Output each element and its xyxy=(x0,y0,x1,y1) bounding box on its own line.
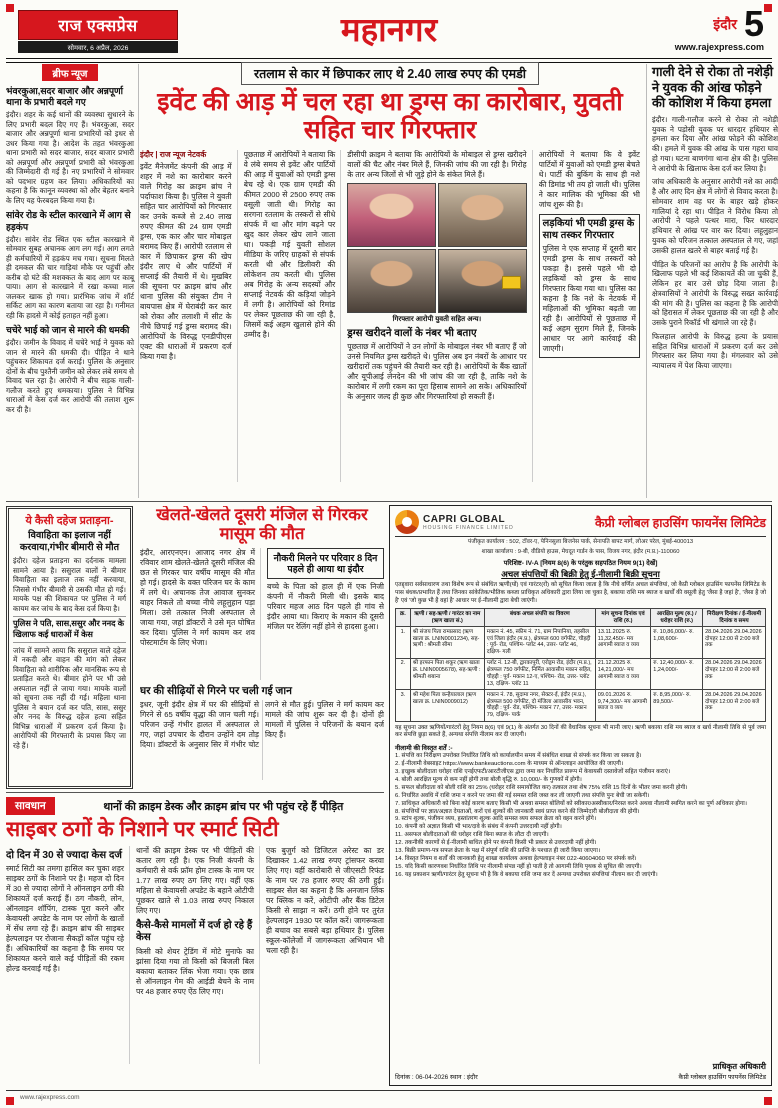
notice-term: 15. यदि किसी कारणवश निर्धारित तिथि पर नीलामी संपन्न नहीं हो पाती है तो आगामी तिथि पृथक से सूचित की जाएगी। xyxy=(395,863,642,870)
newspaper-logo xyxy=(18,10,178,53)
brief-item xyxy=(6,325,134,414)
photo-caption: गिरफ्तार आरोपी युवती सहित अन्य। xyxy=(392,316,482,324)
dowry-inset-subhead: पुलिस ने पति, सास,ससुर और ननद के खिलाफ कई धाराओं में केस xyxy=(13,616,126,643)
table-header-cell: बंधक अचल संपत्ति का विवरण xyxy=(484,609,595,627)
notice-term: 5. सफल बोलीदाता को बोली राशि का 25% (धरोहर राशि समायोजित कर) तत्काल तथा शेष 75% राशि 15 दिनों के भीतर जमा करनी होगी। xyxy=(395,784,688,791)
authorized-officer-label: प्राधिकृत अधिकारी xyxy=(712,1062,766,1071)
corner-mark xyxy=(764,1097,772,1105)
notice-term: 13. बिक्री प्रमाण-पत्र सफल क्रेता के पक्ष में संपूर्ण राशि की प्राप्ति के पश्चात ही जारी किया जाएगा। xyxy=(395,848,601,855)
lead-column-2 xyxy=(244,150,342,482)
story-column-2 xyxy=(136,846,260,1064)
table-header-cell: ऋणी / सह-ऋणी / गारंटर का नाम (ऋण खाता सं.) xyxy=(410,609,484,627)
masthead xyxy=(0,2,778,58)
table-cell: श्री इरफान पिता शकूर (ऋण खाता क्र. LNIN0005678), सह-ऋणी : श्रीमती शबाना xyxy=(410,658,484,690)
table-cell: 28.04.2026 29.04.2026 दोपहर 12:00 से 2:00 बजे तक xyxy=(703,658,766,690)
table-header-cell: क्र. xyxy=(396,609,411,627)
lead-column-3 xyxy=(347,150,532,482)
story-column-3 xyxy=(266,846,384,1064)
lead-kicker-row xyxy=(140,62,640,85)
lead-story xyxy=(140,62,640,499)
notice-term: 14. विस्तृत नियम व शर्तों की जानकारी हेतु शाखा कार्यालय अथवा हेल्पलाइन नंबर 022-40604060 पर संपर्क करें। xyxy=(395,856,637,862)
brief-news-header: ब्रीफ न्यूज xyxy=(42,64,99,81)
section-divider xyxy=(6,501,772,502)
capri-global-wordmark xyxy=(423,514,514,531)
suspect-photo-3 xyxy=(347,249,436,313)
dowry-story-box xyxy=(6,506,133,789)
edition-date: सोमवार, 6 अप्रैल, 2026 xyxy=(18,41,178,53)
terms-title: नीलामी की विस्तृत शर्तें :- xyxy=(395,745,453,753)
statutory-note: यह सूचना उक्त ऋणियों/गारंटरों हेतु नियम 8(6) एवं 9(1) के अंतर्गत 30 दिनों की वैधानिक सूचना भी मानी जाए। ऋणी बकाया राशि मय ब्याज व खर्च नीलामी तिथि से पूर्व जमा कर संपत्ति छुड़ा सकते हैं, अन्यथा संपत्ति नीलाम कर दी जाएगी। xyxy=(395,724,766,739)
brief-item-body: इंदौर। सांवेर रोड स्थित एक स्टील कारखाने में सोमवार सुबह अचानक आग लग गई। आग लगते ही कर्मचारियों में हड़कंप मच गया। सूचना मिलते ही दमकल की चार गाड़ियां मौके पर पहुंचीं और करीब दो घंटे की मशक्कत के बाद आग पर काबू पाया। आग से कारखाने में रखा कच्चा माल जलकर खाक हो गया। प्रारंभिक जांच में शॉर्ट सर्किट आग का कारण बताया जा रहा है। गनीमत रही कि हादसे में कोई हताहत नहीं हुआ। xyxy=(6,234,134,320)
table-header-row xyxy=(396,609,766,627)
table-row xyxy=(396,690,766,722)
dowry-body: जांच में सामने आया कि ससुराल वाले दहेज में नकदी और वाहन की मांग को लेकर विवाहिता को शारीरिक और मानसिक रूप से प्रताड़ित करते थे। बीमार होने पर भी उसे अस्पताल नहीं ले जाया गया। मायके वालों को सूचना तक नहीं दी गई। महिला थाना पुलिस ने बयान दर्ज कर पति, सास, ससुर और ननद के विरुद्ध दहेज हत्या सहित विभिन्न धाराओं में प्रकरण दर्ज किया है। आरोपियों की गिरफ्तारी के प्रयास किए जा रहे हैं। xyxy=(13,645,126,750)
story-body: फिलहाल आरोपी के विरुद्ध हत्या के प्रयास सहित विभिन्न धाराओं में प्रकरण दर्ज कर उसे गिरफ्तार कर लिया गया है। मंगलवार को उसे न्यायालय में पेश किया जाएगा। xyxy=(652,331,778,371)
lead-body: पूछताछ में आरोपियों ने बताया कि वे लंबे समय से इवेंट और पार्टियों की आड़ में युवाओं को एमडी ड्रग्स बेच रहे थे। एक ग्राम एमडी की कीमत 2000 से 2500 रुपए तक वसूली जाती थी। गिरोह का सरगना रतलाम के तस्करों से सीधे संपर्क में था और मांग बढ़ने पर खुद कार लेकर खेप लाने जाता था। पकड़ी गई युवती सोशल मीडिया के जरिए ग्राहकों से संपर्क करती थी और डिलीवरी की लोकेशन तय करती थी। पुलिस अब गिरोह के अन्य सदस्यों और सप्लाई नेटवर्क की कड़ियां जोड़ने में लगी है। आरोपियों को रिमांड पर लेकर पूछताछ की जा रही है, जिसमें कई अहम खुलासे होने की उम्मीद है। xyxy=(243,150,336,340)
table-cell: प्लॉट नं. 12-बी, द्वारकापुरी, एरोड्रम रोड, इंदौर (म.प्र.), क्षेत्रफल 750 वर्गफीट, निर्मित आवासीय मकान सहित, चौहद्दी : पूर्व- मकान 12-ए, पश्चिम- रोड, उत्तर- प्लॉट 13, दक्षिण- प्लॉट 11 xyxy=(484,658,595,690)
substory-title: लड़कियां भी एमडी ड्रग्स के साथ तस्कर गिरफ्तार xyxy=(542,218,635,241)
story-inset-box xyxy=(267,548,384,579)
lead-body: आरोपियों ने बताया कि वे इवेंट पार्टियों में युवाओं को एमडी ड्रग्स बेचते थे। पार्टी की बुकिंग के साथ ही नशे की डिमांड भी तय हो जाती थी। पुलिस ने कार मालिक की भूमिका की भी जांच शुरू की है। xyxy=(538,150,640,210)
table-cell: 28.04.2026 29.04.2026 दोपहर 12:00 से 2:00 बजे तक xyxy=(703,690,766,722)
table-cell: 1. xyxy=(396,627,411,659)
notice-header xyxy=(395,510,766,537)
table-cell: श्री संजय पिता रामप्रसाद (ऋण खाता क्र. LNIN0001234), सह-ऋणी : श्रीमती सीमा xyxy=(410,627,484,659)
brief-news-column xyxy=(6,64,139,498)
section-title: महानगर xyxy=(340,11,438,48)
notice-term: 3. इच्छुक बोलीदाता धरोहर राशि एनईएफटी/आरटीजीएस द्वारा जमा कर निर्धारित प्रारूप में केवायसी दस्तावेजों सहित पंजीयन कराएं। xyxy=(395,769,671,776)
brand-name-en: CAPRI GLOBAL xyxy=(423,513,506,525)
lead-column-4 xyxy=(539,150,640,482)
story-headline: खेलते-खेलते दूसरी मंजिल से गिरकर मासूम की मौत xyxy=(156,506,368,543)
inset-box-title: नौकरी मिलने पर परिवार 8 दिन पहले ही आया था इंदौर xyxy=(273,551,378,575)
notice-term: 1. संपत्ति का निरीक्षण उपरोक्त निर्धारित तिथि को कार्यालयीन समय में संबंधित शाखा से संपर्क कर किया जा सकता है। xyxy=(395,753,642,760)
notice-term: 11. असफल बोलीदाताओं की धरोहर राशि बिना ब्याज के लौटा दी जाएगी। xyxy=(395,832,549,839)
notice-signoff xyxy=(395,1058,766,1081)
story-body: एक बुजुर्ग को डिजिटल अरेस्ट का डर दिखाकर 1.42 लाख रुपए ट्रांसफर करवा लिए गए। वहीं कारोबारी से जीएसटी रिफंड के नाम पर 78 हजार रुपए की ठगी हुई। साइबर सेल का कहना है कि अनजान लिंक पर क्लिक न करें, ओटीपी और बैंक डिटेल किसी से साझा न करें। ठगी होने पर तुरंत हेल्पलाइन 1930 पर कॉल करें। जागरूकता ही बचाव का सबसे बड़ा हथियार है। पुलिस स्कूल-कॉलेजों में जागरूकता अभियान भी चला रही है। xyxy=(266,846,384,956)
notice-date-place: दिनांक : 06-04-2026 स्थान : इंदौर xyxy=(395,1074,478,1081)
cyber-fraud-story xyxy=(6,797,384,1085)
story-body: बच्चे के पिता को हाल ही में एक निजी कंपनी में नौकरी मिली थी। इसके बाद परिवार महज आठ दिन पहले ही गांव से इंदौर आया था। किराए के मकान की दूसरी मंजिल पर रेलिंग नहीं होने से हादसा हुआ। xyxy=(267,581,384,631)
police-placard xyxy=(502,276,521,289)
brief-item-title: चचेरे भाई को जान से मारने की धमकी xyxy=(6,325,130,336)
brief-item xyxy=(6,86,134,205)
page-number: 5 xyxy=(743,3,764,44)
notice-term: 6. निर्धारित अवधि में राशि जमा न करने पर जमा की गई समस्त राशि जब्त कर ली जाएगी तथा संपत्ति पुनः बेची जा सकेगी। xyxy=(395,792,650,799)
table-cell: रु. 8,95,000/- रु. 89,500/- xyxy=(651,690,703,722)
capri-global-logo xyxy=(395,510,514,534)
edition-city: इंदौर xyxy=(713,15,737,32)
registered-office-address: पंजीकृत कार्यालय : 502, टॉवर-ए, पेनिनसुला बिजनेस पार्क, सेनापति बापट मार्ग, लोअर परेल, मुंबई-400013 xyxy=(467,539,694,545)
brief-item-title: सांवेर रोड के स्टील कारखाने में आग से हड़कंप xyxy=(6,210,131,232)
table-cell: 3. xyxy=(396,690,411,722)
section-divider xyxy=(6,792,384,793)
story-body: थानों की क्राइम डेस्क पर भी पीड़ितों की कतार लग रही है। एक निजी कंपनी के कर्मचारी से वर्क फ्रॉम होम टास्क के नाम पर 1.77 लाख रुपए ठग लिए गए। वहीं एक महिला से केवायसी अपडेट के बहाने ओटीपी पूछकर खाते से 1.03 लाख रुपए निकाल लिए गए। xyxy=(136,846,254,916)
table-cell: 28.04.2026 29.04.2026 दोपहर 12:00 से 2:00 बजे तक xyxy=(703,627,766,659)
notice-term: 12. तकनीकी कारणों से ई-नीलामी बाधित होने पर कंपनी किसी भी प्रकार से उत्तरदायी नहीं होगी। xyxy=(395,840,597,847)
story-subhead: घर की सीढ़ियों से गिरने पर चली गई जान xyxy=(140,684,292,697)
auction-notice xyxy=(389,505,772,1086)
dowry-kicker: ये कैसी दहेज प्रताड़ना- xyxy=(25,515,114,527)
story-column-2 xyxy=(267,548,384,680)
capri-global-icon xyxy=(395,510,419,534)
lead-headline: इवेंट की आड़ में चल रहा था ड्रग्स का कारोबार, युवती सहित चार गिरफ्तार xyxy=(157,88,623,144)
lead-columns xyxy=(140,150,640,482)
brand-subname-en: HOUSING FINANCE LIMITED xyxy=(423,524,514,531)
table-cell: 09.01.2026 रु. 9,74,300/- मय आगामी ब्याज व व्यय xyxy=(595,690,651,722)
suspect-photo-1 xyxy=(347,183,436,247)
brief-item xyxy=(6,210,134,320)
notice-term: 7. प्राधिकृत अधिकारी को बिना कोई कारण बताए किसी भी अथवा समस्त बोलियों को स्वीकार/अस्वीकार/निरस्त करने अथवा नीलामी स्थगित करने का पूर्ण अधिकार होगा। xyxy=(395,800,748,807)
table-cell: रु. 10,86,000/- रु. 1,08,600/- xyxy=(651,627,703,659)
story-body: इंदौर, आरएनएन। आजाद नगर क्षेत्र में रविवार शाम खेलते-खेलते दूसरी मंजिल की छत से गिरकर चार वर्षीय मासूम की मौत हो गई। हादसे के वक्त परिजन घर के काम में लगे थे। अचानक तेज आवाज सुनकर बाहर निकले तो बच्चा नीचे लहूलुहान पड़ा मिला। उसे तत्काल निजी अस्पताल ले जाया गया, जहां डॉक्टरों ने उसे मृत घोषित कर दिया। पुलिस ने मर्ग कायम कर शव पोस्टमार्टम के लिए भेजा। xyxy=(140,547,256,648)
story-columns xyxy=(140,548,384,680)
story-body: इंदौर। गाली-गलौज करने से रोका तो नशेड़ी युवक ने पड़ोसी युवक पर धारदार हथियार से हमला कर दिया और आंख फोड़ने की कोशिश की। हमले में युवक की आंख के पास गहरा घाव हो गया। घटना बाणगंगा थाना क्षेत्र की है। पुलिस ने आरोपी के खिलाफ केस दर्ज कर लिया है। xyxy=(652,114,778,173)
brief-item-body: इंदौर। जमीन के विवाद में चचेरे भाई ने युवक को जान से मारने की धमकी दी। पीड़ित ने थाने पहुंचकर शिकायत दर्ज कराई। पुलिस के अनुसार दोनों के बीच पुश्तैनी जमीन को लेकर लंबे समय से विवाद चल रहा है। आरोपी ने बीच सड़क गाली-गलौज करते हुए धमकाया। पुलिस ने विभिन्न धाराओं में केस दर्ज कर आरोपी की तलाश शुरू कर दी है। xyxy=(6,338,134,414)
table-cell: 2. xyxy=(396,658,411,690)
story-body: किसी को शेयर ट्रेडिंग में मोटे मुनाफे का झांसा दिया गया तो किसी को बिजली बिल बकाया बताकर लिंक भेजा गया। एक छात्र से ऑनलाइन गेम की आईडी बेचने के नाम पर 48 हजार रुपए ऐंठ लिए गए। xyxy=(136,946,254,996)
notice-term: 16. यह प्रकाशन ऋणी/गारंटर हेतु सूचना भी है कि वे बकाया राशि जमा कर दें अन्यथा उपरोक्त संपत्तियां नीलाम कर दी जाएंगी। xyxy=(395,871,658,878)
dowry-headline: विवाहिता का इलाज नहीं करवाया,गंभीर बीमारी से मौत xyxy=(19,530,120,553)
brief-item-body: इंदौर। शहर के कई थानों की व्यवस्था सुधारने के लिए प्रभारी बदल दिए गए हैं। भंवरकुआ, सदर बाजार और अन्नपूर्णा थाना प्रभारियों को इधर से उधर किया गया है। आदेश के तहत भंवरकुआ थाना प्रभारी को सदर बाजार, सदर बाजार प्रभारी को अन्नपूर्णा और अन्नपूर्णा प्रभारी को भंवरकुआ की जिम्मेदारी दी गई है। नए प्रभारियों ने सोमवार को पदभार ग्रहण कर लिया। अधिकारियों का कहना है कि कानून व्यवस्था को और बेहतर बनाने के लिए यह फेरबदल किया गया है। xyxy=(6,110,134,205)
footer-text: www.rajexpress.com xyxy=(20,1094,80,1101)
suspects-photo-grid xyxy=(347,183,526,313)
story-body: स्मार्ट सिटी का तमगा हासिल कर चुका शहर साइबर ठगों के निशाने पर है। महज दो दिन में 30 से ज्यादा लोगों ने ऑनलाइन ठगी की शिकायतें दर्ज कराई हैं। ठग नौकरी, लोन, ऑनलाइन शॉपिंग, टास्क पूरा करने और केवायसी अपडेट के नाम पर लोगों के खातों में सेंध लगा रहे हैं। क्राइम ब्रांच की साइबर हेल्पलाइन पर रोजाना सैकड़ों कॉल पहुंच रहे हैं। अधिकारियों का कहना है कि समय पर शिकायत करने वाले कई पीड़ितों की रकम होल्ड करवाई गई है। xyxy=(6,864,124,974)
story-headline: गाली देने से रोका तो नशेड़ी ने युवक की आंख फोड़ने की कोशिश में किया हमला xyxy=(652,64,774,111)
byline: इंदौर | राज न्यूज नेटवर्क xyxy=(140,150,207,159)
edition-block xyxy=(674,3,764,53)
story-body: जांच अधिकारी के अनुसार आरोपी नशे का आदी है और आए दिन क्षेत्र में लोगों से विवाद करता है। सोमवार शाम वह घर के बाहर खड़े होकर गालियां दे रहा था। पीड़ित ने विरोध किया तो आरोपी ने पहले पत्थर मारा, फिर धारदार हथियार से आंख पर वार कर दिया। लहूलुहान युवक को परिजन तत्काल अस्पताल ले गए, जहां उसकी हालत खतरे से बाहर बताई गई है। xyxy=(652,177,778,255)
suspect-photo-2 xyxy=(438,183,527,247)
notice-term: 2. ई-नीलामी वेबसाइट https://www.bankeauctions.com के माध्यम से ऑनलाइन आयोजित की जाएगी। xyxy=(395,761,624,768)
notice-term: 9. स्टांप शुल्क, पंजीयन व्यय, हस्तांतरण शुल्क आदि समस्त व्यय सफल क्रेता को वहन करने होंगे। xyxy=(395,816,597,823)
story-subhead: कैसे-कैसे मामलों में दर्ज हो रहे हैं केस xyxy=(136,920,253,944)
notice-term: 8. संपत्तियों पर ज्ञात/अज्ञात देयताओं, करों एवं शुल्कों की जानकारी स्वयं प्राप्त करने की जिम्मेदारी बोलीदाता की होगी। xyxy=(395,808,640,815)
notice-title: अचल संपत्तियों की बिक्री हेतु ई-नीलामी बिक्री सूचना xyxy=(501,569,660,580)
corner-mark xyxy=(6,1097,14,1105)
branch-office-address: शाखा कार्यालय : 9-बी, वीडियो हाउस, मेघदूत गार्डन के पास, विजय नगर, इंदौर (म.प्र.)-110060 xyxy=(481,548,680,555)
lead-substory-box xyxy=(539,214,640,358)
table-row xyxy=(396,627,766,659)
lead-column-1 xyxy=(140,150,238,482)
table-cell: 13.11.2025 रु. 11,32,450/- मय आगामी ब्याज व व्यय xyxy=(595,627,651,659)
table-row xyxy=(396,658,766,690)
table-header-cell: निरीक्षण दिनांक / ई-नीलामी दिनांक व समय xyxy=(703,609,766,627)
lead-body: डीसीपी क्राइम ने बताया कि आरोपियों के मोबाइल से ड्रग्स खरीदने वालों की चैट और नंबर मिले हैं, जिनकी जांच की जा रही है। गिरोह के तार अन्य जिलों से भी जुड़े होने के संकेत मिले हैं। xyxy=(347,150,527,180)
company-name: कैप्री ग्लोबल हाउसिंग फायनेंस लिमिटेड xyxy=(678,1074,766,1081)
story-column-1 xyxy=(6,846,130,1064)
story-column-1 xyxy=(140,548,261,680)
notice-term: 4. बोली आरक्षित मूल्य से कम नहीं होगी तथा बोली वृद्धि रु. 10,000/- के गुणकों में होगी। xyxy=(395,776,582,783)
story-columns xyxy=(6,846,384,1064)
notice-term: 10. कंपनी को अज्ञात किसी भी भार/दावे के संबंध में कंपनी उत्तरदायी नहीं होगी। xyxy=(395,824,562,831)
substory-body: पुलिस ने एक सप्ताह में दूसरी बार एमडी ड्रग्स के साथ तस्करों को पकड़ा है। इससे पहले भी दो लड़कियों को ड्रग्स के साथ गिरफ्तार किया गया था। पुलिस का कहना है कि नशे के नेटवर्क में महिलाओं की भूमिका बढ़ती जा रही है। आरोपियों से पूछताछ में कई अहम सुराग मिले हैं, जिनके आधार पर आगे कार्रवाई की जाएगी। xyxy=(542,243,636,353)
table-cell: रु. 12,40,000/- रु. 1,24,000/- xyxy=(651,658,703,690)
newspaper-name: राज एक्सप्रेस xyxy=(18,10,178,40)
footer-rule xyxy=(6,1090,772,1091)
lead-kicker: रतलाम से कार में छिपाकर लाए थे 2.40 लाख रुपए की एमडी xyxy=(241,62,539,85)
table-cell: मकान नं. 45, स्कीम नं. 71, ग्राम निपानिया, तहसील एवं जिला इंदौर (म.प्र.), क्षेत्रफल 600 वर्गफीट, चौहद्दी : पूर्व- रोड, पश्चिम- प्लॉट 44, उत्तर- प्लॉट 46, दक्षिण- गली xyxy=(484,627,595,659)
right-column-story xyxy=(646,64,778,498)
cyber-top-row xyxy=(6,797,384,815)
notice-signer xyxy=(679,1061,766,1081)
notice-intro: एतद्द्वारा सर्वसाधारण तथा विशेष रूप से संबंधित ऋणी(यों) एवं गारंटर(रों) को सूचित किया जाता है कि नीचे वर्णित अचल संपत्तियां, जो कैप्री ग्लोबल हाउसिंग फायनेंस लिमिटेड के पास बंधक/प्रभारित हैं तथा जिनका सांकेतिक/भौतिक कब्जा प्राधिकृत अधिकारी द्वारा लिया जा चुका है, बकाया राशि मय ब्याज व खर्चों की वसूली हेतु 'जैसा है जहां है', 'जैसा है जो है' एवं 'जो कुछ भी है वहां है' आधार पर ई-नीलामी द्वारा बेची जाएंगी। xyxy=(395,582,766,604)
table-cell: 21.12.2025 रु. 14,21,000/- मय आगामी ब्याज व व्यय xyxy=(595,658,651,690)
cyber-kicker: थानों की क्राइम डेस्क और क्राइम ब्रांच पर भी पहुंच रहे हैं पीड़ित xyxy=(103,800,344,813)
lead-body: इवेंट मैनेजमेंट कंपनी की आड़ में शहर में नशे का कारोबार करने वाले गिरोह का क्राइम ब्रांच ने पर्दाफाश किया है। पुलिस ने युवती सहित चार आरोपियों को गिरफ्तार कर उनके कब्जे से 2.40 लाख रुपए कीमत की 24 ग्राम एमडी ड्रग्स, एक कार और चार मोबाइल बरामद किए हैं। आरोपी रतलाम से कार में छिपाकर ड्रग्स की खेप इंदौर लाए थे और पार्टियों में सप्लाई की तैयारी में थे। मुखबिर की सूचना पर क्राइम ब्रांच और थाना पुलिस की संयुक्त टीम ने बायपास क्षेत्र में घेराबंदी कर कार को रोका और तलाशी में सीट के नीचे छिपाई गई ड्रग्स बरामद की। आरोपियों के विरुद्ध एनडीपीएस एक्ट की धाराओं में प्रकरण दर्ज किया गया है। xyxy=(140,162,232,362)
lead-body: पूछताछ में आरोपियों ने उन लोगों के मोबाइल नंबर भी बताए हैं जो उनसे नियमित ड्रग्स खरीदते थे। पुलिस अब इन नंबरों के आधार पर खरीदारों तक पहुंचने की तैयारी कर रही है। आरोपियों के बैंक खातों और यूपीआई लेनदेन की भी जांच की जा रही है, ताकि नशे के कारोबार में लगी रकम का पूरा हिसाब सामने आ सके। अधिकारियों के अनुसार जल्द ही कुछ और गिरफ्तारियां हो सकती हैं। xyxy=(347,342,527,402)
auction-table xyxy=(395,608,766,721)
brand-name-hi: कैप्री ग्लोबल हाउसिंग फायनेंस लिमिटेड xyxy=(594,515,766,530)
website-url: www.rajexpress.com xyxy=(674,42,764,53)
table-header-cell: मांग सूचना दिनांक एवं राशि (रु.) xyxy=(595,609,651,627)
table-cell: मकान नं. 78, सुदामा नगर, सेक्टर-ई, इंदौर (म.प्र.), क्षेत्रफल 500 वर्गफीट, दो मंजिला आवासीय भवन, चौहद्दी : पूर्व- रोड, पश्चिम- मकान 77, उत्तर- मकान 79, दक्षिण- पार्क xyxy=(484,690,595,722)
story-body: पीड़ित के परिजनों का आरोप है कि आरोपी के खिलाफ पहले भी कई शिकायतें की जा चुकी हैं, लेकिन हर बार उसे छोड़ दिया जाता है। क्षेत्रवासियों ने आरोपी के विरुद्ध सख्त कार्रवाई की मांग की है। पुलिस का कहना है कि आरोपी को हिरासत में लेकर पूछताछ की जा रही है और उसके पुराने रिकॉर्ड भी खंगाले जा रहे हैं। xyxy=(652,259,778,328)
lead-subhead: ड्रग्स खरीदने वालों के नंबर भी बताए xyxy=(347,328,477,340)
table-cell: श्री महेश पिता कन्हैयालाल (ऋण खाता क्र. LNIN0009012) xyxy=(410,690,484,722)
story-body: इधर, जूनी इंदौर क्षेत्र में घर की सीढ़ियों से गिरने से 65 वर्षीय वृद्धा की जान चली गई। परिजन उन्हें गंभीर हालत में अस्पताल ले गए, जहां उपचार के दौरान उन्होंने दम तोड़ दिया। डॉक्टरों के अनुसार सिर में गंभीर चोट लगने से मौत हुई। पुलिस ने मर्ग कायम कर मामले की जांच शुरू कर दी है। दोनों ही मामलों में पुलिस ने परिजनों के बयान दर्ज किए हैं। xyxy=(140,699,384,749)
appendix-line: परिशिष्ट- IV-A [नियम 8(6) के परंतुक सहपठित नियम 9(1) देखें] xyxy=(503,560,658,568)
story-headline: साइबर ठगों के निशाने पर स्मार्ट सिटी xyxy=(6,818,279,841)
child-death-story xyxy=(140,506,384,789)
dowry-body: इंदौर। दहेज प्रताड़ना का दर्दनाक मामला सामने आया है। ससुराल वालों ने बीमार विवाहिता का इलाज तक नहीं करवाया, जिससे गंभीर बीमारी से उसकी मौत हो गई। मायके पक्ष की शिकायत पर पुलिस ने मर्ग कायम कर जांच के बाद केस दर्ज किया है। xyxy=(13,556,126,613)
suspect-photo-4 xyxy=(438,249,527,313)
story-subhead: दो दिन में 30 से ज्यादा केस दर्ज xyxy=(6,850,122,862)
alert-label: सावधान xyxy=(6,797,55,815)
brief-item-title: भंवरकुआ,सदर बाजार और अन्नपूर्णा थाना के प्रभारी बदले गए xyxy=(6,86,124,108)
table-header-cell: आरक्षित मूल्य (रु.) / धरोहर राशि (रु.) xyxy=(651,609,703,627)
